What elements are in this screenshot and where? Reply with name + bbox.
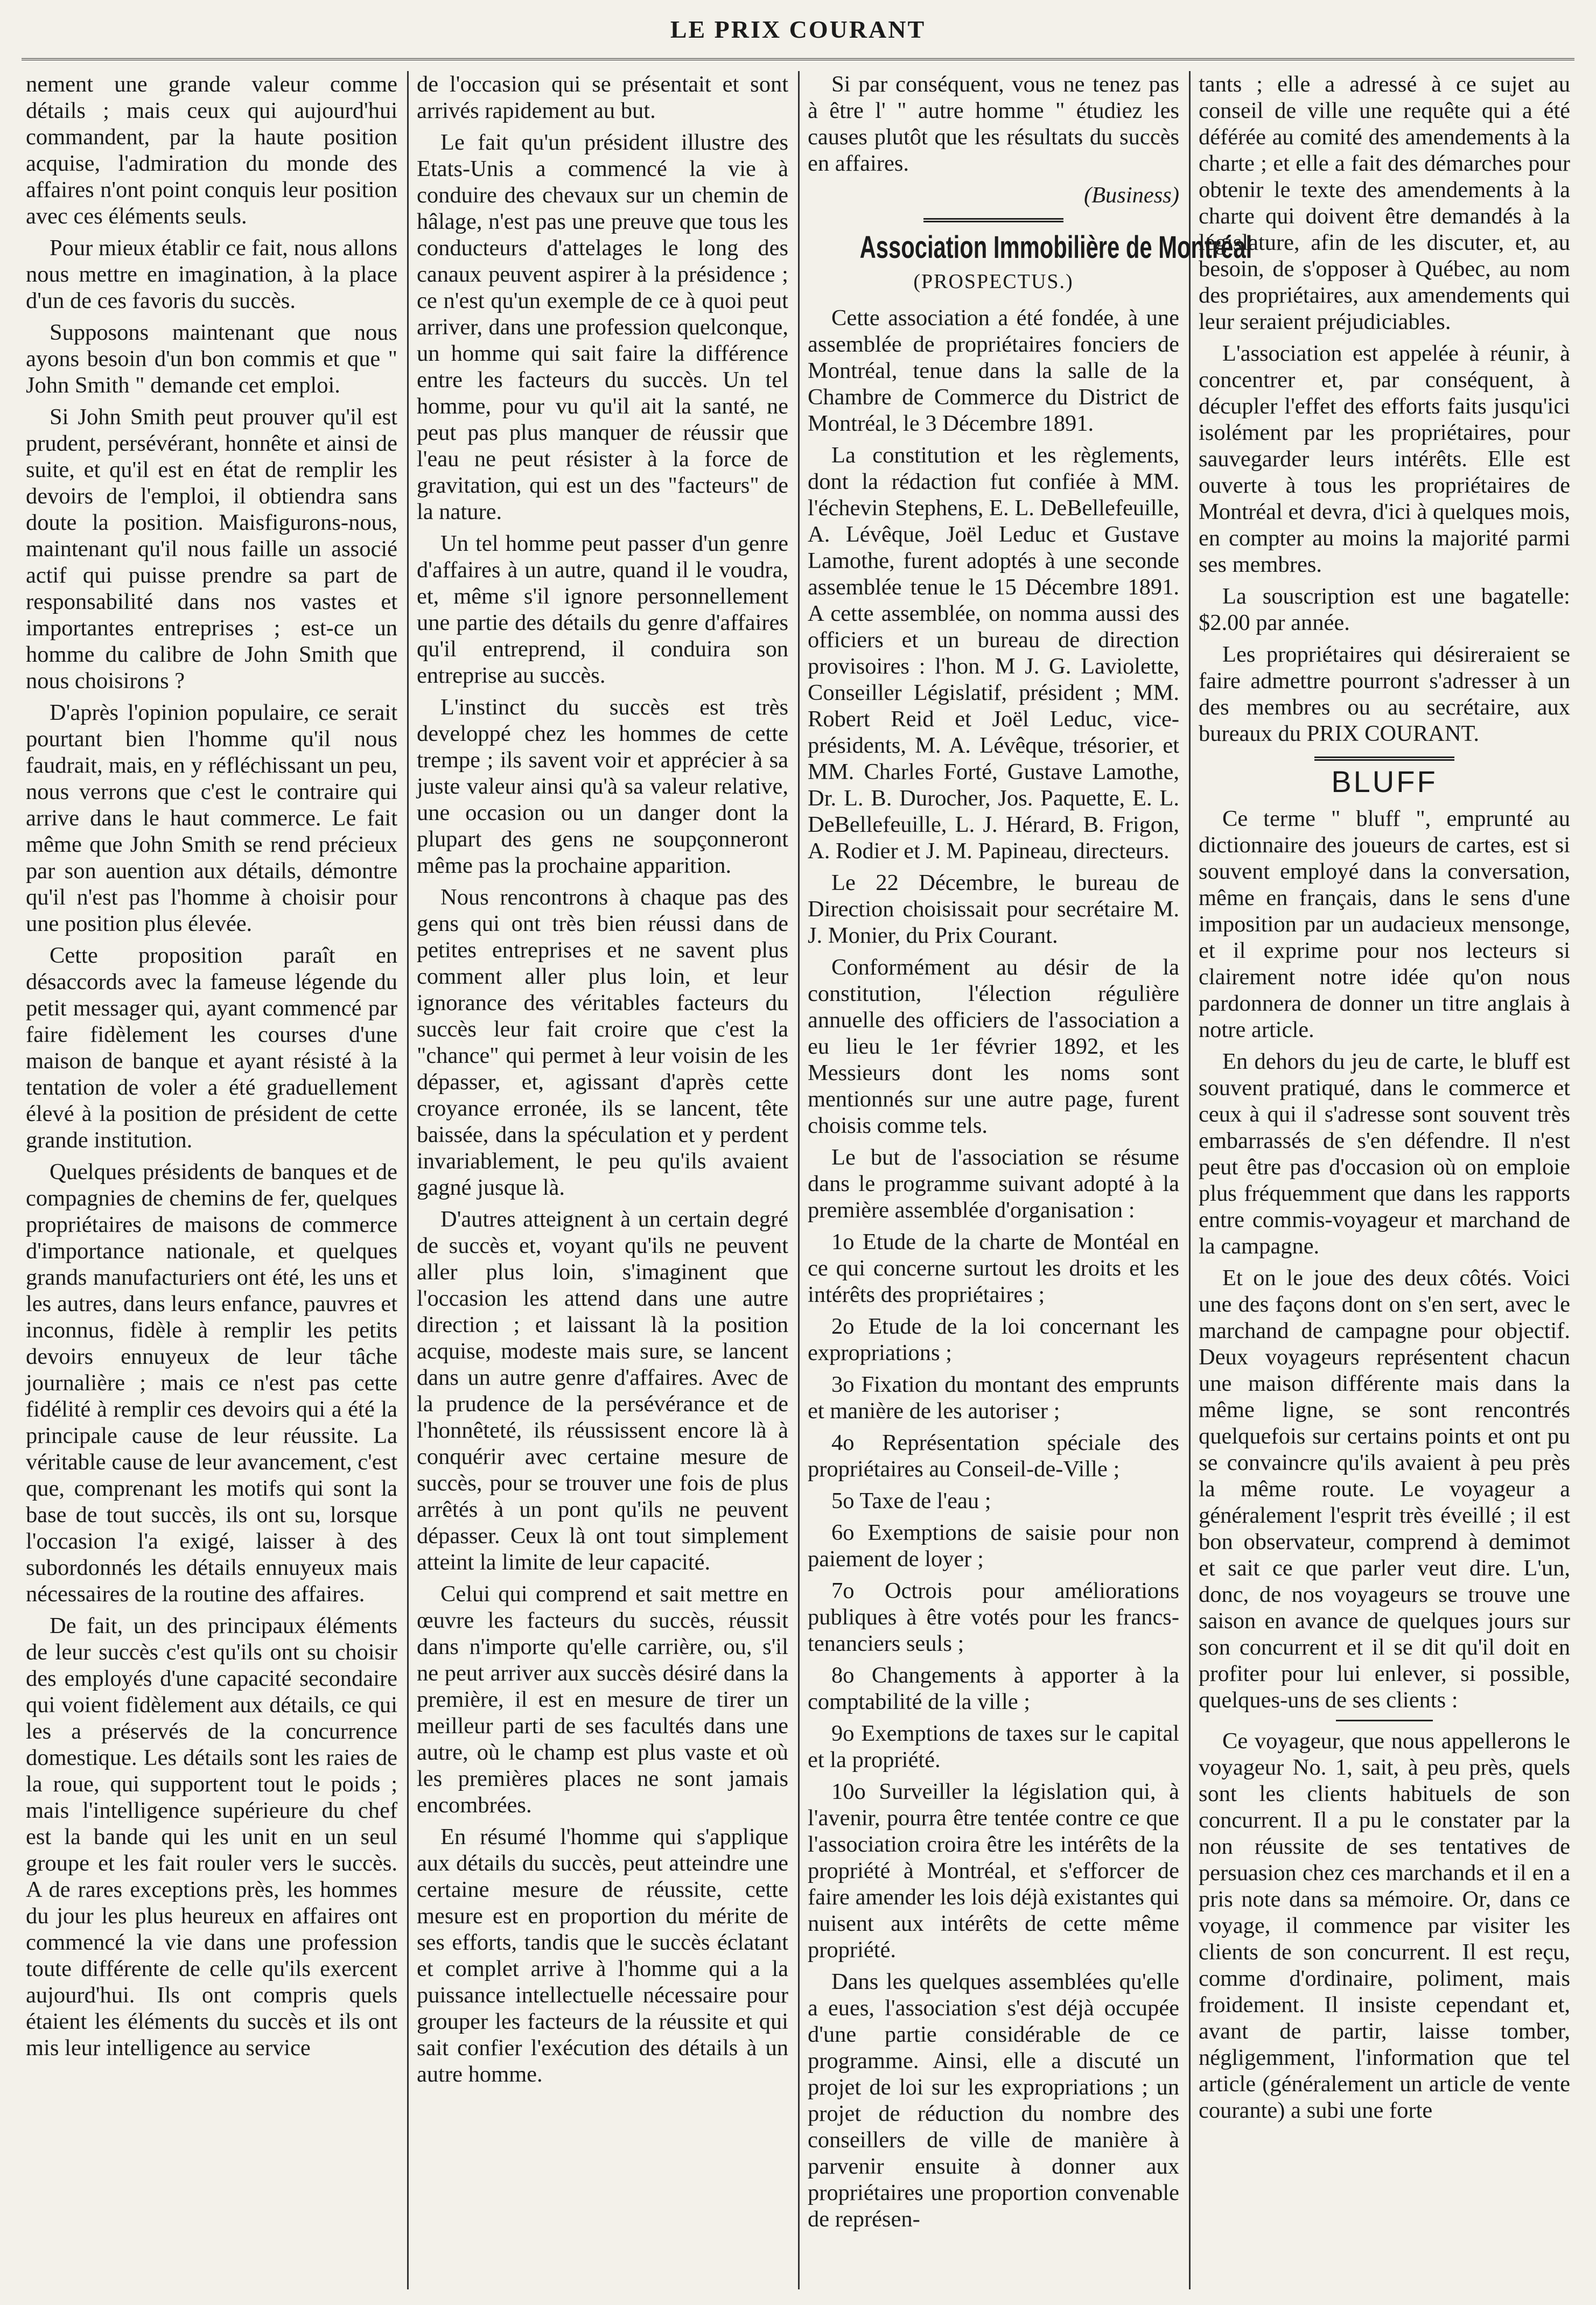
paragraph: Cette association a été fondée, à une assemblée de propriétaires fonciers de Montréal, tenue dans la salle de la Chambre de Commerce du District de Montréal, le 3 Décembre 1891. xyxy=(808,305,1179,436)
paragraph: Et on le joue des deux côtés. Voici une des façons dont on s'en sert, avec le marchand de campagne pour objectif. Deux voyageurs représentent chacun une maison différente mais dans la même ligne, se sont rencontrés quelquefois sur certains points et ont pu se convaincre qu'ils avaient à peu près la même route. Le voyageur a généralement l'esprit très éveillé ; il est bon observateur, comprend à demimot et sait ce que parler veut dire. L'un, donc, de nos voyageurs se trouve une saison en avance de quelques jours sur son concurrent et il se dit qu'il doit en profiter pour lui enlever, si possible, quelques-uns de ses clients : xyxy=(1199,1265,1570,1713)
paragraph: Conformément au désir de la constitution, l'élection régulière annuelle des officiers de l'association a eu lieu le 1er février 1892, et les Messieurs dont les noms sont mentionnés sur une autre page, furent choisis comme tels. xyxy=(808,955,1179,1138)
paragraph: Dans les quelques assemblées qu'elle a eues, l'association s'est déjà occupée d'une partie considérable de ce programme. Ainsi, elle a discuté un projet de loi sur les expropriations ; un projet de réduction du nombre des conseillers de ville de manière à parvenir ensuite à donner aux propriétaires une proportion convenable de représen- xyxy=(808,1969,1179,2232)
paragraph: D'après l'opinion populaire, ce serait pourtant bien l'homme qu'il nous faudrait, mais, en y réfléchissant un peu, nous verrons que c'est le contraire qui arrive dans le haut commerce. Le fait même que John Smith se rend précieux par son auention aux détails, démontre qu'il n'est pas l'homme à choisir pour une position plus élevée. xyxy=(26,700,397,936)
article-title: Association Immobilière de Montréal xyxy=(859,230,1252,265)
paragraph: Nous rencontrons à chaque pas des gens qui ont très bien réussi dans de petites entreprises et ne savent plus comment aller plus loin, et leur ignorance des véritables facteurs du succès leur fait croire que c'est la "chance" qui permet à leur voisin de les dépasser, et, agissant d'après cette croyance erronée, ils se lancent, tête baissée, dans la spéculation et y perdent invariablement, le peu qu'ils avaient gagné jusque là. xyxy=(417,885,788,1200)
paragraph: Supposons maintenant que nous ayons besoin d'un bon commis et que " John Smith " demande cet emploi. xyxy=(26,320,397,398)
paragraph: Le fait qu'un président illustre des Etats-Unis a commencé la vie à conduire des chevaux sur un chemin de hâlage, n'est pas une preuve que tous les conducteurs d'attelages le long des canaux peuvent aspirer à la présidence ; ce n'est qu'un exemple de ce à quoi peut arriver, dans une profession quelconque, un homme qui sait faire la différence entre les facteurs du succès. Un tel homme, pour vu qu'il ait la santé, ne peut pas plus manquer de réussir que l'eau ne peut résister à la force de gravitation, qui est un des "facteurs" de la nature. xyxy=(417,130,788,524)
paragraph: nement une grande valeur comme détails ; mais ceux qui aujourd'hui commandent, par la haute position acquise, l'admiration du monde des affaires n'ont point conquis leur position avec ces éléments seuls. xyxy=(26,72,397,229)
column-3 xyxy=(808,71,1252,2289)
paragraph: Le 22 Décembre, le bureau de Direction choisissait pour secrétaire M. J. Monier, du Prix Courant. xyxy=(808,870,1179,948)
article-signature: (Business) xyxy=(1083,183,1179,208)
paragraph: La constitution et les règlements, dont la rédaction fut confiée à MM. l'échevin Stephens, E. L. DeBellefeuille, A. Lévêque, Joël Leduc et Gustave Lamothe, furent adoptés à une seconde assemblée tenue le 15 Décembre 1891. A cette assemblée, on nomma aussi des officiers et un bureau de direction provisoires : l'hon. M J. G. Laviolette, Conseiller Législatif, président ; MM. Robert Reid et Joël Leduc, vice-présidents, M. A. Lévêque, trésorier, et MM. Charles Forté, Gustave Lamothe, Dr. L. B. Durocher, Jos. Paquette, E. L. DeBellefeuille, L. J. Hérard, B. Frigon, A. Rodier et J. M. Papineau, directeurs. xyxy=(808,443,1179,864)
divider xyxy=(1336,1720,1433,1721)
column-rule xyxy=(407,71,409,2289)
paragraph: Ce terme " bluff ", emprunté au dictionnaire des joueurs de cartes, est si souvent employé dans la conversation, même en français, dans le sens d'une imposition par un audacieux mensonge, et il exprime pour nos lecteurs si clairement notre idée qu'on nous pardonnera de donner un titre anglais à notre article. xyxy=(1199,806,1570,1042)
paragraph: L'instinct du succès est très developpé chez les hommes de cette trempe ; ils savent voir et apprécier à sa juste valeur ainsi qu'à sa valeur relative, une occasion ou un danger dont la plupart des gens ne soupçonneront même pas la prochaine apparition. xyxy=(417,695,788,878)
list-item: 3o Fixation du montant des emprunts et manière de les autoriser ; xyxy=(808,1372,1179,1424)
section-rule xyxy=(1314,756,1454,761)
paragraph: Ce voyageur, que nous appellerons le voyageur No. 1, sait, à peu près, quels sont les clients habituels de son concurrent. Il a pu le constater par la non réussite de ses tentatives de persuasion chez ces marchands et il en a pris note dans sa mémoire. Or, dans ce voyage, il commence par visiter les clients de son concurrent. Il est reçu, comme d'ordinaire, poliment, mais froidement. Il insiste cependant et, avant de partir, laisse tomber, négligemment, l'information que tel article (généralement un article de vente courante) a subi une forte xyxy=(1199,1728,1570,2123)
paragraph: La souscription est une bagatelle: $2.00 par année. xyxy=(1199,584,1570,635)
column-4 xyxy=(1199,71,1570,2289)
article-subtitle: (PROSPECTUS.) xyxy=(913,270,1074,293)
paragraph: de l'occasion qui se présentait et sont arrivés rapidement au but. xyxy=(417,72,788,123)
paragraph: En dehors du jeu de carte, le bluff est souvent pratiqué, dans le commerce et ceux à qui il s'adresse sont souvent très embarrassés de s'en défendre. Il n'est peut être pas d'occasion où on emploie plus fréquemment que dans les rapports entre commis-voyageur et marchand de la campagne. xyxy=(1199,1049,1570,1259)
paragraph: Un tel homme peut passer d'un genre d'affaires à un autre, quand il le voudra, et, même s'il ignore personnellement une partie des détails du genre d'affaires qu'il entreprend, il conduira son entreprise au succès. xyxy=(417,531,788,688)
header-rule xyxy=(22,58,1574,60)
column-1 xyxy=(26,71,397,2289)
list-item: 9o Exemptions de taxes sur le capital et la propriété. xyxy=(808,1721,1179,1772)
list-item: 8o Changements à apporter à la comptabilité de la ville ; xyxy=(808,1663,1179,1714)
list-item: 10o Surveiller la législation qui, à l'avenir, pourra être tentée contre ce que l'association croira être les intérêts de la propriété à Montréal, et s'efforcer de faire amender les lois déjà existantes qui nuisent aux intérêts de cette même propriété. xyxy=(808,1779,1179,1963)
list-item: 2o Etude de la loi concernant les expropriations ; xyxy=(808,1314,1179,1365)
section-rule xyxy=(923,218,1063,222)
article-title: BLUFF xyxy=(1331,765,1438,798)
column-rule xyxy=(1189,71,1191,2289)
paragraph: Si par conséquent, vous ne tenez pas à être l' " autre homme " étudiez les causes plutôt que les résultats du succès en affaires. xyxy=(808,72,1179,176)
list-item: 1o Etude de la charte de Montéal en ce qui concerne surtout les droits et les intérêts des propriétaires ; xyxy=(808,1229,1179,1307)
columns xyxy=(26,71,1571,2289)
paragraph: En résumé l'homme qui s'applique aux détails du succès, peut atteindre une certaine mesure de réussite, cette mesure est en proportion du mérite de ses efforts, tandis que le succès éclatant et complet arrive à l'homme qui a la puissance intellectuelle nécessaire pour grouper les facteurs de la réussite et qui sait confier l'exécution des détails à un autre homme. xyxy=(417,1824,788,2087)
paragraph: Si John Smith peut prouver qu'il est prudent, persévérant, honnête et ainsi de suite, et qu'il est en état de remplir les devoirs de l'emploi, il obtiendra sans doute la position. Maisfigurons-nous, maintenant qu'il nous faille un associé actif qui puisse prendre sa part de responsabilité dans nos vastes et importantes entreprises ; est-ce un homme du calibre de John Smith que nous choisirons ? xyxy=(26,404,397,693)
column-rule xyxy=(798,71,800,2289)
list-item: 4o Représentation spéciale des propriétaires au Conseil-de-Ville ; xyxy=(808,1430,1179,1482)
paragraph: tants ; elle a adressé à ce sujet au conseil de ville une requête qui a été déférée au comité des amendements à la charte ; et elle a fait des démarches pour obtenir le texte des amendements à la charte qui doivent être demandés à la législature, afin de les discuter, et, au besoin, de s'opposer à Québec, au nom des propriétaires, aux amendements qui leur seraient préjudiciables. xyxy=(1199,72,1570,334)
running-head: LE PRIX COURANT xyxy=(670,16,926,43)
paragraph: Pour mieux établir ce fait, nous allons nous mettre en imagination, à la place d'un de ces favoris du succès. xyxy=(26,235,397,313)
paragraph: Quelques présidents de banques et de compagnies de chemins de fer, quelques propriétaires de maisons de commerce d'importance nationale, et quelques grands manufacturiers ont été, les uns et les autres, dans leurs enfance, pauvres et inconnus, fidèle à remplir les petits devoirs ennuyeux de leur tâche journalière ; mais ce n'est pas cette fidélité à remplir ces devoirs qui a été la principale cause de leur réussite. La véritable cause de leur avancement, c'est que, comprenant les motifs qui sont la base de tout succès, ils ont su, lorsque l'occasion l'a exigé, laisser à des subordonnés les détails ennuyeux mais nécessaires de la routine des affaires. xyxy=(26,1159,397,1607)
paragraph: L'association est appelée à réunir, à concentrer et, par conséquent, à décupler l'effet des efforts faits jusqu'ici isolément par les propriétaires, pour sauvegarder leurs intérêts. Elle est ouverte à tous les propriétaires de Montréal et devra, d'ici à quelques mois, en compter au moins la majorité parmi ses membres. xyxy=(1199,341,1570,577)
paragraph: Celui qui comprend et sait mettre en œuvre les facteurs du succès, réussit dans n'importe qu'elle carrière, ou, s'il ne peut arriver aux succès désiré dans la première, il est en mesure de tirer un meilleur parti de ses facultés dans une autre, où le champ est plus vaste et où les premières places ne sont jamais encombrées. xyxy=(417,1581,788,1818)
paragraph: Les propriétaires qui désireraient se faire admettre pourront s'adresser à un des membres ou au secrétaire, aux bureaux du PRIX COURANT. xyxy=(1199,642,1570,746)
paragraph: Le but de l'association se résume dans le programme suivant adopté à la première assemblée d'organisation : xyxy=(808,1145,1179,1223)
program-list xyxy=(808,1229,1179,1963)
column-2 xyxy=(417,71,788,2289)
paragraph: De fait, un des principaux éléments de leur succès c'est qu'ils ont su choisir des employés d'une capacité secondaire qui voient fidèlement aux détails, ce qui les a préservés de la concurrence domestique. Les détails sont les raies de la roue, qui supportent tout le poids ; mais l'intelligence supérieure du chef est la bande qui les unit en un seul groupe et les fait rouler vers le succès. A de rares exceptions près, les hommes du jour les plus heureux en affaires ont commencé la vie dans une profession toute différente de celle qu'ils exercent aujourd'hui. Ils ont compris quels étaient les éléments du succès et ils ont mis leur intelligence au service xyxy=(26,1613,397,2061)
paragraph: D'autres atteignent à un certain degré de succès et, voyant qu'ils ne peuvent aller plus loin, s'imaginent que l'occasion les attend dans une autre direction ; et laissant là la position acquise, modeste mais sure, se lancent dans un autre genre d'affaires. Avec de la prudence de la persévérance et de l'honnêteté, ils réussissent encore là à conquérir avec certaine mesure de succès, pour se trouver une fois de plus arrêtés à un pont qu'ils ne peuvent dépasser. Ceux là ont tout simplement atteint la limite de leur capacité. xyxy=(417,1207,788,1575)
list-item: 5o Taxe de l'eau ; xyxy=(831,1488,991,1514)
list-item: 7o Octrois pour améliorations publiques à être votés pour les francs-tenanciers seuls ; xyxy=(808,1578,1179,1656)
list-item: 6o Exemptions de saisie pour non paiement de loyer ; xyxy=(808,1520,1179,1572)
paragraph: Cette proposition paraît en désaccords avec la fameuse légende du petit messager qui, ayant commencé par faire fidèlement les courses d'une maison de banque et ayant résisté à la tentation de voler a été graduellement élevé à la position de président de cette grande institution. xyxy=(26,943,397,1153)
